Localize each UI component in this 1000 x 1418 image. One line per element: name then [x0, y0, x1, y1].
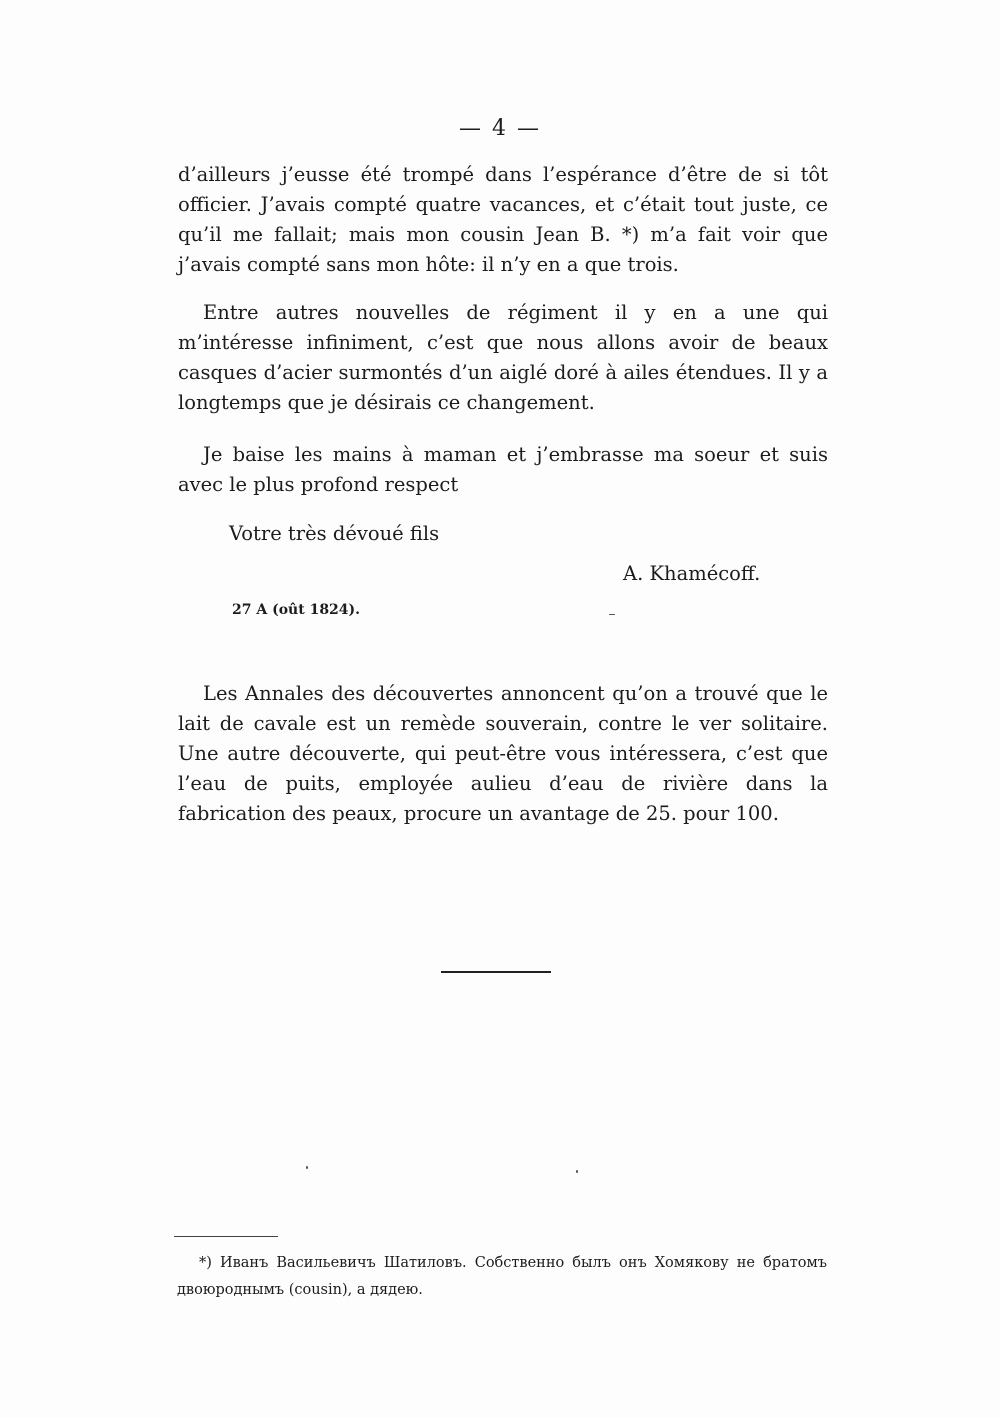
- footnote-rule: [174, 1236, 278, 1237]
- paragraph-2-block: [178, 298, 828, 418]
- letter-signature: A. Khamécoff.: [623, 562, 761, 585]
- footnote-block: [177, 1250, 827, 1304]
- page-number: — 4 —: [459, 116, 541, 141]
- postscript-block: [178, 679, 828, 829]
- paragraph-1-block: [178, 160, 828, 280]
- paragraph-3: Je baise les mains à maman et j’embrasse ma soeur et suis avec le plus profond respect: [178, 443, 828, 496]
- paragraph-2: Entre autres nouvelles de régiment il y en a une qui m’intéresse infiniment, c’est que nous allons avoir de beaux casques d’acier surmontés d’un aiglé doré à ailes étendues. Il y a longtemps que je désirais ce changement.: [178, 301, 828, 414]
- footnote-text: *) Иванъ Васильевичъ Шатиловъ. Собственно былъ онъ Хомякову не братомъ двоюроднымъ (cousin), а дядею.: [177, 1255, 827, 1298]
- paragraph-3-block: [178, 440, 828, 500]
- paragraph-1: d’ailleurs j’eusse été trompé dans l’espérance d’être de si tôt officier. J’avais compté quatre vacances, et c’était tout juste, ce qu’il me fallait; mais mon cousin Jean B. *) m’a fait voir que j’avais compté sans mon hôte: il n’y en a que trois.: [178, 163, 828, 276]
- letter-date: 27 A (oût 1824).: [232, 602, 361, 618]
- section-separator: [441, 971, 551, 973]
- scan-speck: [576, 1170, 578, 1173]
- scan-speck: [609, 614, 615, 615]
- scan-speck: [306, 1166, 308, 1169]
- postscript-paragraph: Les Annales des découvertes annoncent qu’on a trouvé que le lait de cavale est un remède souverain, contre le ver solitaire. Une autre découverte, qui peut-être vous intéressera, c’est que l’eau de puits, employée aulieu d’eau de rivière dans la fabrication des peaux, procure un avantage de 25. pour 100.: [178, 682, 828, 825]
- letter-closing: Votre très dévoué fils: [229, 522, 440, 545]
